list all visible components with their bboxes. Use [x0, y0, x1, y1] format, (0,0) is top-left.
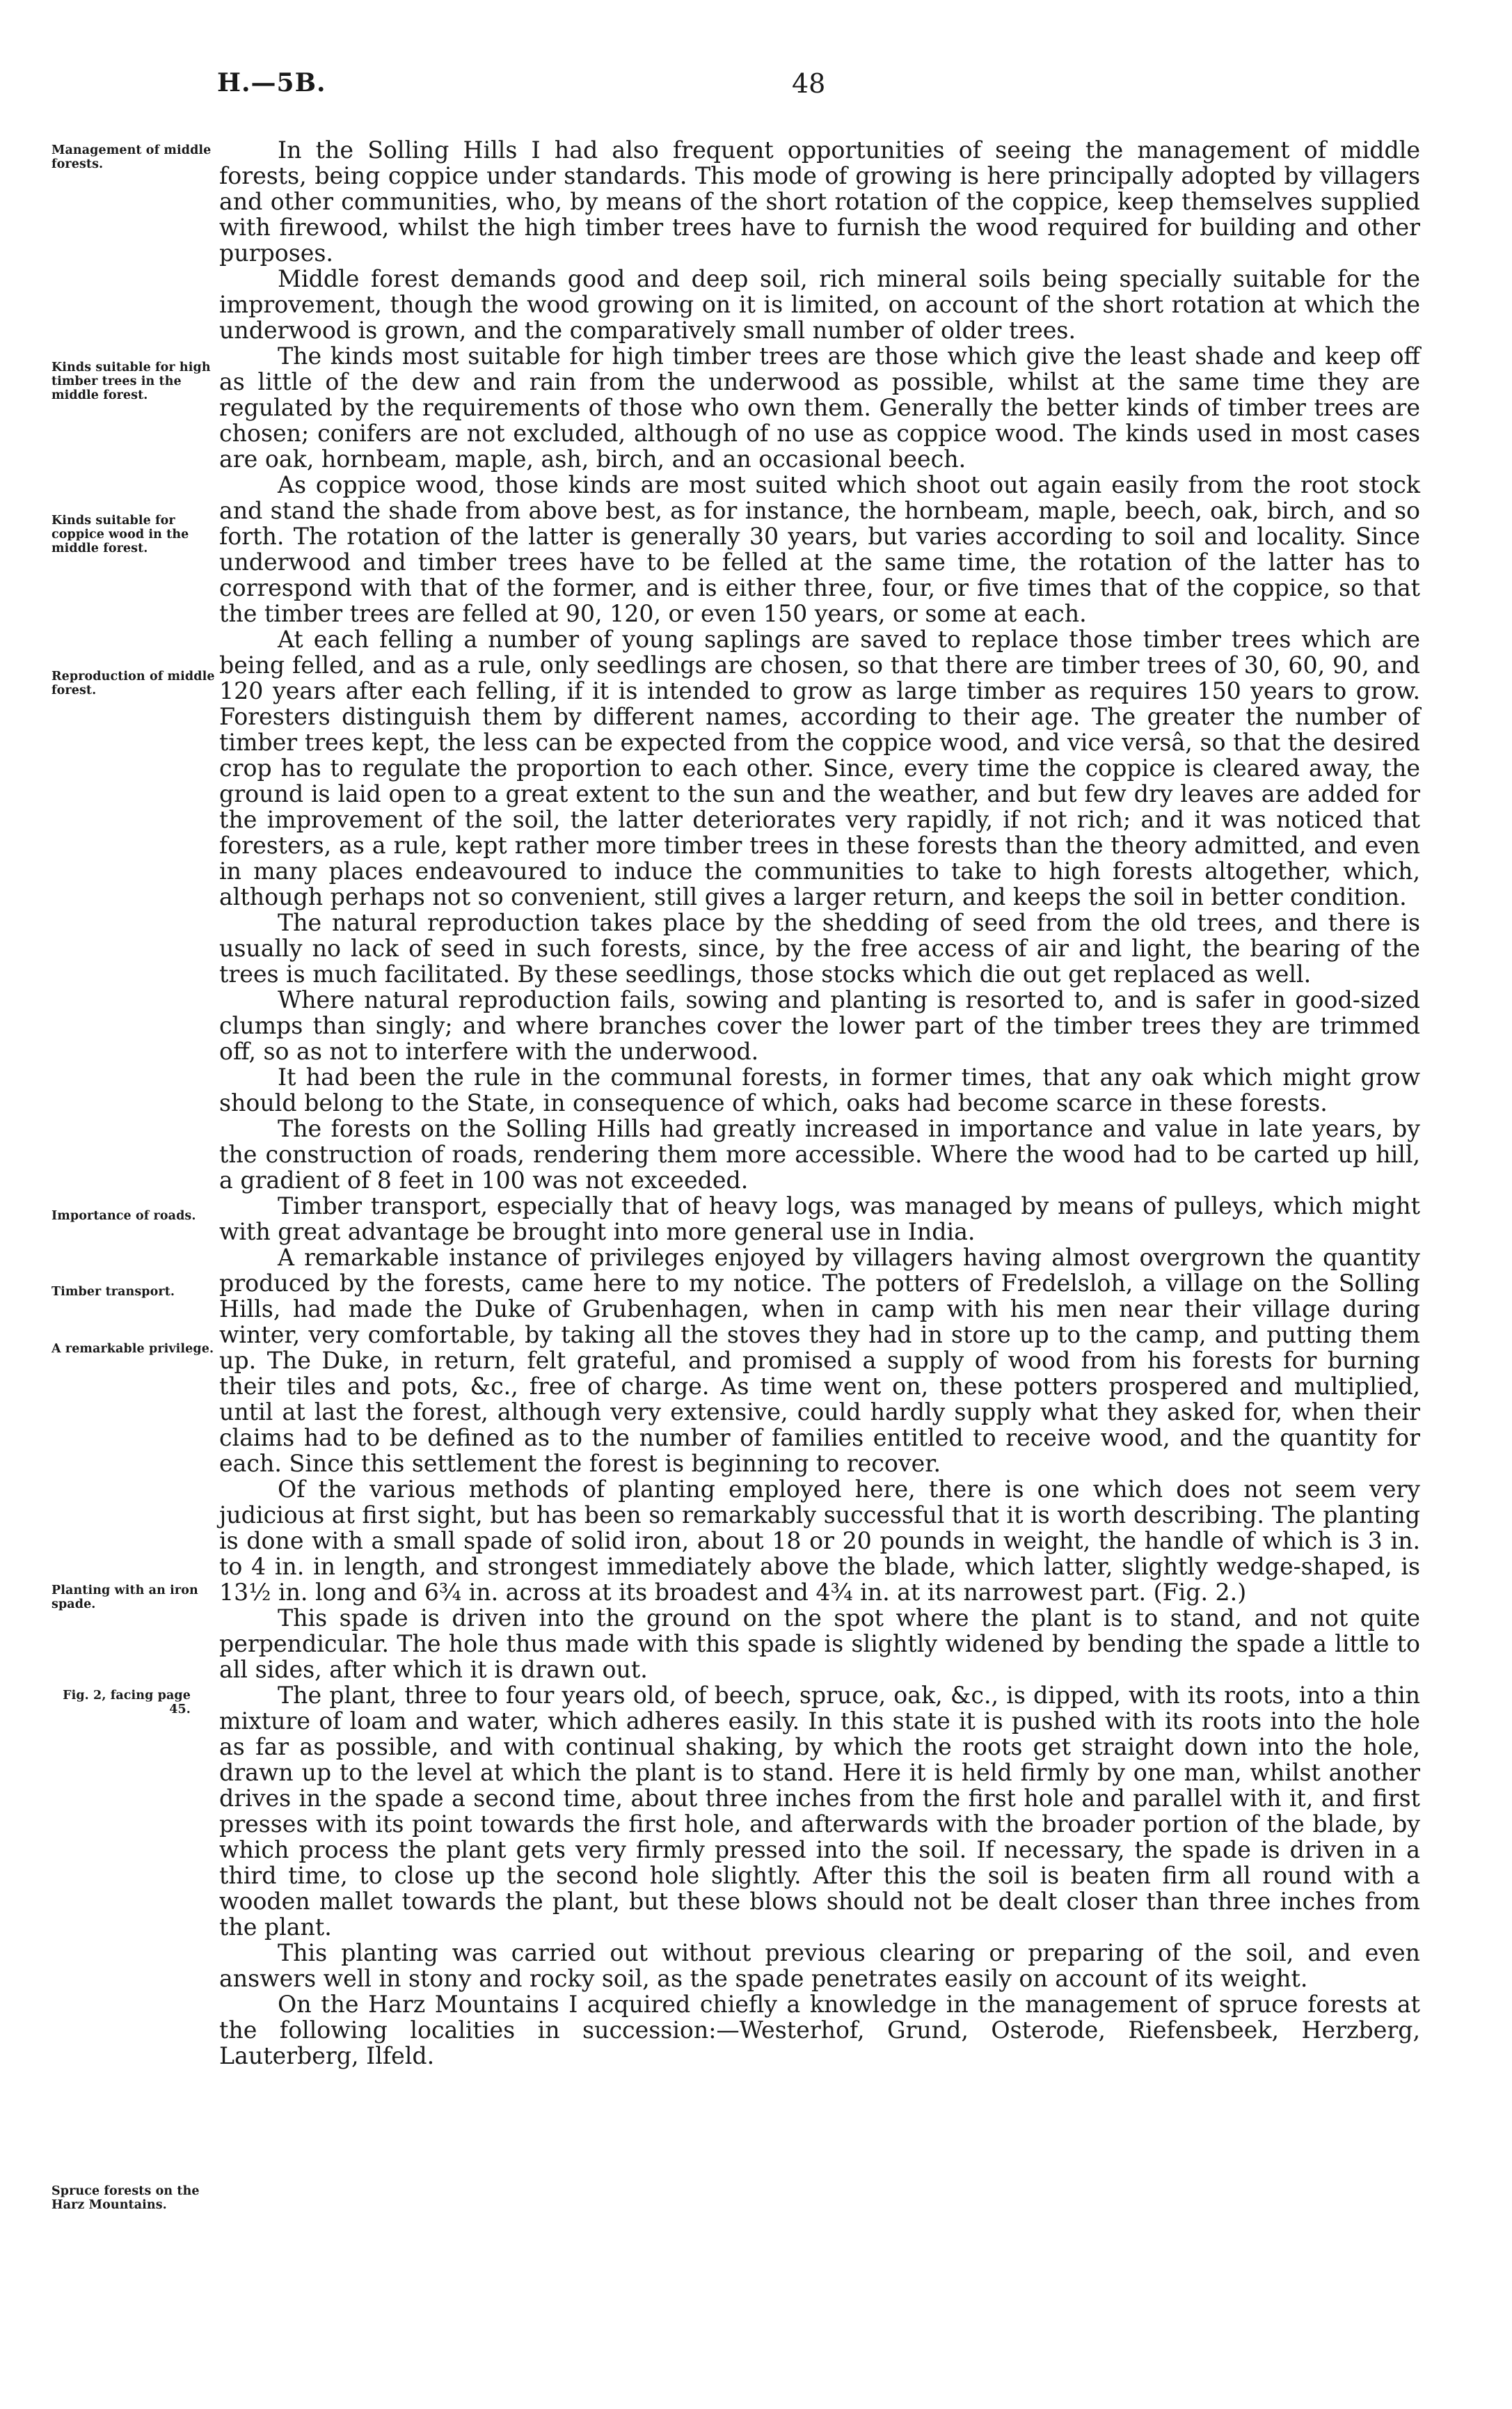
- sidenote-reproduction: Reproduction of middle forest.: [51, 670, 215, 697]
- paragraph: On the Harz Mountains I acquired chiefly a knowledge in the management of spruce forests at the following localities in succession:—Westerhof, Grund, Osterode, Riefensbeek, Herzberg, Lauterberg, Ilfeld.: [219, 1991, 1420, 2069]
- sidenote-management: Management of middle forests.: [51, 143, 212, 171]
- paragraph: Of the various methods of planting employed here, there is one which does not seem very judicious at first sight, but has been so remarkably successful that it is worth describing. The planting is done with a small spade of solid iron, about 18 or 20 pounds in weight, the handle of which is 3 in. to 4 in. in length, and strongest immediately above the blade, which latter, slightly wedge-shaped, is 13½ in. long and 6¾ in. across at its broadest and 4¾ in. at its narrowest part. (Fig. 2.): [219, 1476, 1420, 1606]
- page-number: 48: [792, 68, 826, 99]
- body-text: [219, 137, 1420, 2069]
- sidenote-timber-transport: Timber transport.: [51, 1285, 175, 1299]
- paragraph: Middle forest demands good and deep soil, rich mineral soils being specially suitable for the improvement, though the wood growing on it is limited, on account of the short rotation at which the underwood is grown, and the comparatively small number of older trees.: [219, 265, 1420, 344]
- series-reference: H.—5B.: [217, 68, 326, 97]
- paragraph: This spade is driven into the ground on the spot where the plant is to stand, and not quite perpendicular. The hole thus made with this spade is slightly widened by bending the spade a little to all sides, after which it is drawn out.: [219, 1604, 1420, 1683]
- sidenote-planting-spade: Planting with an iron spade.: [51, 1583, 198, 1611]
- sidenote-privilege: A remarkable privilege.: [51, 1342, 214, 1356]
- paragraph: This planting was carried out without previous clearing or preparing of the soil, and even answers well in stony and rocky soil, as the spade penetrates easily on account of its weight.: [219, 1939, 1420, 1992]
- paragraph: It had been the rule in the communal forests, in former times, that any oak which might grow should belong to the State, in consequence of which, oaks had become scarce in these forests.: [219, 1064, 1420, 1116]
- paragraph: In the Solling Hills I had also frequent opportunities of seeing the management of middle forests, being coppice under standards. This mode of growing is here principally adopted by villagers and other communities, who, by means of the short rotation of the coppice, keep themselves supplied with firewood, whilst the high timber trees have to furnish the wood required for building and other purposes.: [219, 136, 1420, 267]
- sidenote-kinds-high-timber: Kinds suitable for high timber trees in the middle forest.: [51, 361, 211, 402]
- paragraph: Where natural reproduction fails, sowing and planting is resorted to, and is safer in good-sized clumps than singly; and where branches cover the lower part of the timber trees they are trimmed off, so as not to interfere with the underwood.: [219, 986, 1420, 1065]
- paragraph: As coppice wood, those kinds are most suited which shoot out again easily from the root stock and stand the shade from above best, as for instance, the hornbeam, maple, beech, oak, birch, and so forth. The rotation of the latter is generally 30 years, but varies according to soil and locality. Since underwood and timber trees have to be felled at the same time, the rotation of the latter has to correspond with that of the former, and is either three, four, or five times that of the coppice, so that the timber trees are felled at 90, 120, or even 150 years, or some at each.: [219, 471, 1420, 627]
- paragraph: The forests on the Solling Hills had greatly increased in importance and value in late years, by the construction of roads, rendering them more accessible. Where the wood had to be carted up hill, a gradient of 8 feet in 100 was not exceeded.: [219, 1115, 1420, 1194]
- sidenote-spruce-harz: Spruce forests on the Harz Mountains.: [51, 2184, 200, 2212]
- paragraph: Timber transport, especially that of heavy logs, was managed by means of pulleys, which might with great advantage be brought into more general use in India.: [219, 1192, 1420, 1245]
- paragraph: At each felling a number of young saplings are saved to replace those timber trees which are being felled, and as a rule, only seedlings are chosen, so that there are timber trees of 30, 60, 90, and 120 years after each felling, if it is intended to grow as large timber as requires 150 years to grow. Foresters distinguish them by different names, according to their age. The greater the number of timber trees kept, the less can be expected from the coppice wood, and vice versâ, so that the desired crop has to regulate the proportion to each other. Since, every time the coppice is cleared away, the ground is laid open to a great extent to the sun and the weather, and but few dry leaves are added for the improvement of the soil, the latter deteriorates very rapidly, if not rich; and it was noticed that foresters, as a rule, kept rather more timber trees in these forests than the theory admitted, and even in many places endeavoured to induce the communities to take to high forests altogether, which, although perhaps not so convenient, still gives a larger return, and keeps the soil in better condition.: [219, 626, 1420, 910]
- paragraph: The natural reproduction takes place by the shedding of seed from the old trees, and there is usually no lack of seed in such forests, since, by the free access of air and light, the bearing of the trees is much facilitated. By these seedlings, those stocks which die out get replaced as well.: [219, 909, 1420, 988]
- sidenote-figure-reference: Fig. 2, facing page 45.: [63, 1689, 191, 1716]
- sidenote-roads: Importance of roads.: [51, 1209, 196, 1223]
- paragraph: The kinds most suitable for high timber trees are those which give the least shade and keep off as little of the dew and rain from the underwood as possible, whilst at the same time they are regulated by the requirements of those who own them. Generally the better kinds of timber trees are chosen; conifers are not excluded, although of no use as coppice wood. The kinds used in most cases are oak, hornbeam, maple, ash, birch, and an occasional beech.: [219, 342, 1420, 473]
- sidenote-kinds-coppice: Kinds suitable for coppice wood in the middle forest.: [51, 514, 189, 555]
- paragraph: The plant, three to four years old, of beech, spruce, oak, &c., is dipped, with its roots, into a thin mixture of loam and water, which adheres easily. In this state it is pushed with its roots into the hole as far as possible, and with continual shaking, by which the roots get straight down into the hole, drawn up to the level at which the plant is to stand. Here it is held firmly by one man, whilst another drives in the spade a second time, about three inches from the first hole and parallel with it, and first presses with its point towards the first hole, and afterwards with the broader portion of the blade, by which process the plant gets very firmly pressed into the soil. If necessary, the spade is driven in a third time, to close up the second hole slightly. After this the soil is beaten firm all round with a wooden mallet towards the plant, but these blows should not be dealt closer than three inches from the plant.: [219, 1682, 1420, 1941]
- paragraph: A remarkable instance of privileges enjoyed by villagers having almost overgrown the quantity produced by the forests, came here to my notice. The potters of Fredelsloh, a village on the Solling Hills, had made the Duke of Grubenhagen, when in camp with his men near their village during winter, very comfortable, by taking all the stoves they had in store up to the camp, and putting them up. The Duke, in return, felt grateful, and promised a supply of wood from his forests for burning their tiles and pots, &c., free of charge. As time went on, these potters prospered and multiplied, until at last the forest, although very extensive, could hardly supply what they asked for, when their claims had to be defined as to the number of families entitled to receive wood, and the quantity for each. Since this settlement the forest is beginning to recover.: [219, 1244, 1420, 1477]
